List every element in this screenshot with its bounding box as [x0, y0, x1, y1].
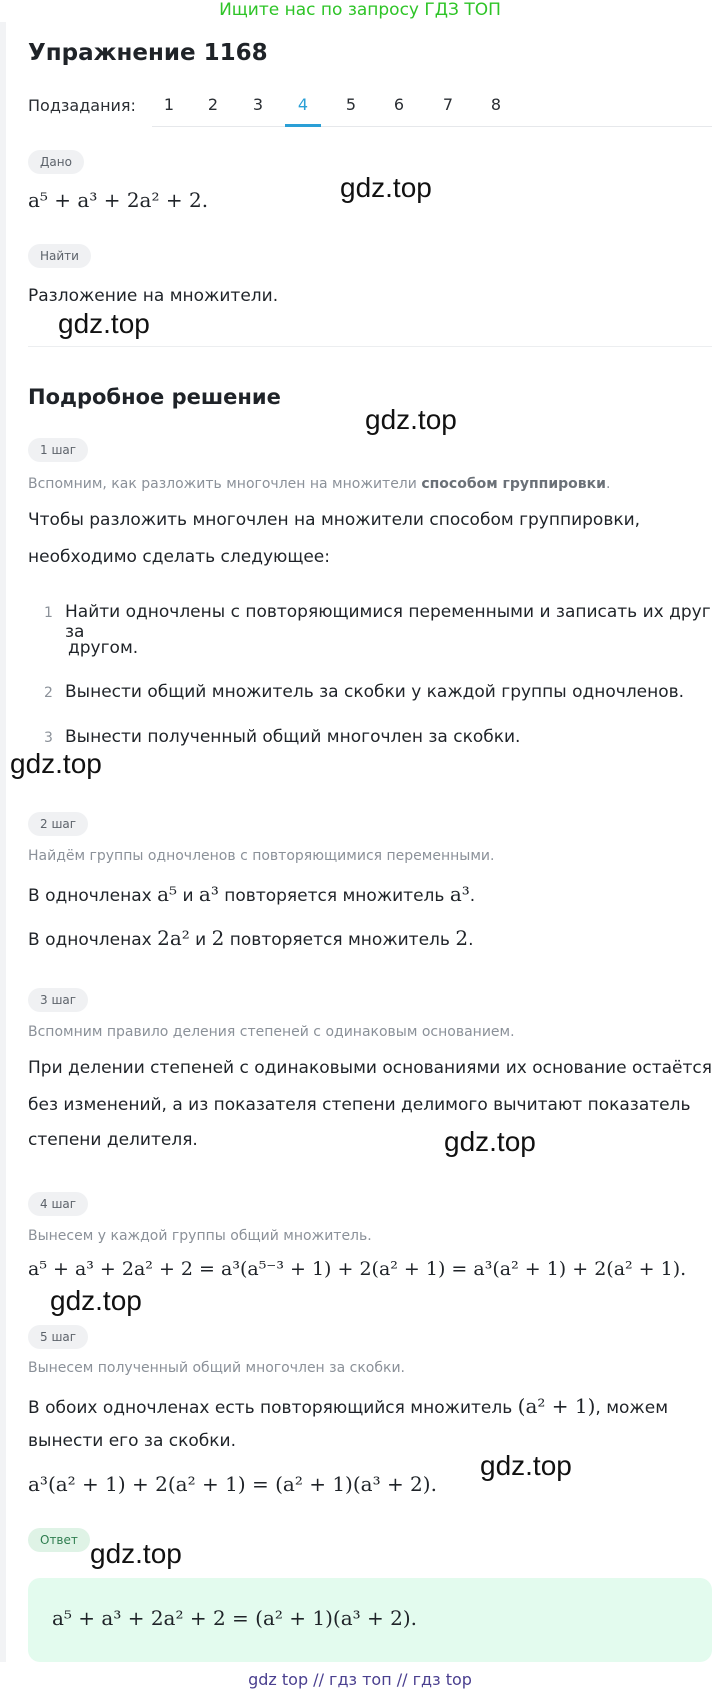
subtask-tab-6[interactable]: 6 [393, 95, 405, 114]
subtask-tab-7[interactable]: 7 [442, 95, 454, 114]
step-2-line-1: В одночленах a⁵ и a³ повторяется множитель a³. [28, 882, 476, 906]
list-item-1-line-1: Найти одночлены с повторяющимися переменными и записать их друг за [65, 602, 711, 642]
step-4-chip: 4 шаг [28, 1192, 88, 1216]
page-title: Упражнение 1168 [28, 40, 268, 66]
find-chip: Найти [28, 244, 91, 268]
subtasks-label: Подзадания: [28, 96, 136, 115]
active-tab-indicator [285, 124, 321, 127]
step-2-chip: 2 шаг [28, 812, 88, 836]
step-5-line-1: В обоих одночленах есть повторяющийся множитель (a² + 1), можем [28, 1394, 669, 1418]
find-section [28, 244, 91, 268]
list-number: 2 [44, 685, 53, 701]
list-item-1-line-2: другом. [68, 638, 139, 658]
section-divider [28, 346, 712, 347]
step-1-paragraph-line-2: необходимо сделать следующее: [28, 547, 330, 567]
watermark: gdz.top [480, 1450, 572, 1481]
subtask-tab-5[interactable]: 5 [345, 95, 357, 114]
step-5-chip: 5 шаг [28, 1325, 88, 1349]
list-number: 1 [44, 605, 53, 621]
step-4-expression: a⁵ + a³ + 2a² + 2 = a³(a⁵⁻³ + 1) + 2(a² + 1) = a³(a² + 1) + 2(a² + 1). [28, 1258, 687, 1280]
subtask-tab-4[interactable]: 4 [297, 95, 309, 114]
step-5 [28, 1325, 88, 1349]
step-3-hint: Вспомним правило деления степеней с одинаковым основанием. [28, 1024, 515, 1040]
footer-links[interactable]: gdz top // гдз топ // гдз top [248, 1670, 472, 1689]
watermark: gdz.top [58, 308, 150, 339]
step-3-line-1: При делении степеней с одинаковыми основаниями их основание остаётся [28, 1058, 712, 1078]
subtask-tab-3[interactable]: 3 [252, 95, 264, 114]
step-5-line-2: вынести его за скобки. [28, 1431, 236, 1451]
step-3-line-3: степени делителя. [28, 1130, 198, 1150]
watermark: gdz.top [444, 1126, 536, 1157]
given-expression: a⁵ + a³ + 2a² + 2. [28, 188, 209, 212]
step-5-expression: a³(a² + 1) + 2(a² + 1) = (a² + 1)(a³ + 2). [28, 1472, 437, 1496]
find-text: Разложение на множители. [28, 286, 279, 306]
subtask-tab-2[interactable]: 2 [207, 95, 219, 114]
step-2-hint: Найдём группы одночленов с повторяющимися переменными. [28, 848, 495, 864]
step-4-hint: Вынесем у каждой группы общий множитель. [28, 1228, 372, 1244]
list-number: 3 [44, 730, 53, 746]
tabs-baseline [152, 126, 712, 127]
step-1-hint: Вспомним, как разложить многочлен на множители способом группировки. [28, 476, 611, 492]
list-item-3: Вынести полученный общий многочлен за скобки. [65, 727, 521, 747]
subtask-tab-8[interactable]: 8 [490, 95, 502, 114]
step-2-line-2: В одночленах 2a² и 2 повторяется множитель 2. [28, 926, 474, 950]
answer-chip: Ответ [28, 1528, 90, 1552]
given-chip: Дано [28, 150, 84, 174]
step-1 [28, 438, 88, 462]
step-2 [28, 812, 88, 836]
card-edge [0, 22, 6, 1662]
watermark: gdz.top [340, 172, 432, 203]
subtask-tab-1[interactable]: 1 [163, 95, 175, 114]
step-3-chip: 3 шаг [28, 988, 88, 1012]
watermark: gdz.top [90, 1538, 182, 1569]
watermark: gdz.top [10, 748, 102, 779]
step-4 [28, 1192, 88, 1216]
step-3 [28, 988, 88, 1012]
given-section [28, 150, 84, 174]
watermark: gdz.top [50, 1285, 142, 1316]
step-1-paragraph-line-1: Чтобы разложить многочлен на множители способом группировки, [28, 510, 641, 530]
step-3-line-2: без изменений, а из показателя степени делимого вычитают показатель [28, 1095, 691, 1115]
step-1-chip: 1 шаг [28, 438, 88, 462]
step-5-hint: Вынесем полученный общий многочлен за скобки. [28, 1360, 405, 1376]
list-item-2: Вынести общий множитель за скобки у каждой группы одночленов. [65, 682, 685, 702]
search-banner: Ищите нас по запросу ГДЗ ТОП [219, 0, 501, 20]
answer-section [28, 1528, 90, 1552]
watermark: gdz.top [365, 404, 457, 435]
solution-title: Подробное решение [28, 385, 281, 409]
answer-expression: a⁵ + a³ + 2a² + 2 = (a² + 1)(a³ + 2). [52, 1606, 418, 1630]
